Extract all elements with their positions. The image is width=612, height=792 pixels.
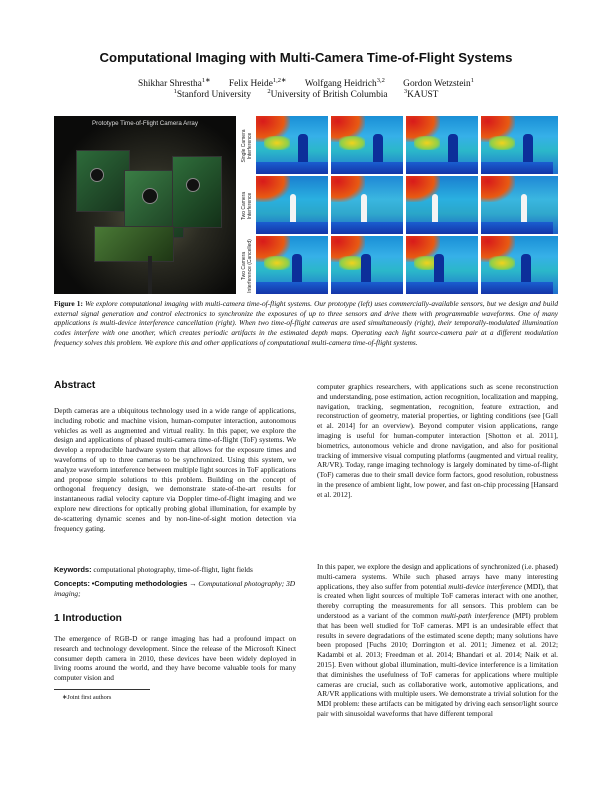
camera-board [172,156,222,228]
footnote: ∗Joint first authors [62,694,112,701]
result-row [240,116,558,174]
depth-map [256,116,328,174]
introduction-text: The emergence of RGB-D or range imaging has had a profound impact on research and technology development. Since the release of the Microsoft Kinect consumer depth camera in 2010, these devices have been widely deployed in living rooms around the world, and they have become valuable tools for many computer vision and [54,634,296,683]
introduction-heading: 1 Introduction [54,613,122,624]
camera-board [76,150,130,212]
depth-map [406,116,478,174]
right-column-paragraph-2: In this paper, we explore the design and applications of synchronized (i.e. phased) multi-camera systems. While such phased arrays have many interesting applications, they also suffer from potential multi-device interference (MDI), that is created when light sources of multiple ToF cameras interact with one another, thereby corrupting the measurements for all sensors. This problem can be understood as a variant of the common multi-path interference (MPI) problem that has been well studied for ToF cameras. MPI is an undesirable effect that results in severe degradations of the estimated scene depth; many solutions have been proposed [Fuchs 2010; Dorrington et al. 2011; Jimenez et al. 2012; Kadambi et al. 2013; Freedman et al. 2014; Bhandari et al. 2014; Naik et al. 2015]. Even without global illumination, multi-device interference is a limitation that diminishes the usefulness of ToF cameras for applications where multiple cameras are crucial, such as collaborative work, automotive applications, and AR/VR applications with multiple users. We demonstrate a trivial solution for the MDI problem: these artifacts can be mitigated by driving each sensor/light source pair with sinusoidal waveforms that have different temporal [317,562,558,718]
result-row [240,236,558,294]
tripod [148,256,152,294]
depth-map [331,236,403,294]
footnote-rule [54,689,150,690]
paper-title: Computational Imaging with Multi-Camera Time-of-Flight Systems [99,50,513,65]
depth-map [256,176,328,234]
depth-map [256,236,328,294]
affiliation-list [0,88,612,100]
concepts: Concepts: •Computing methodologies → Computational photography; 3D imaging; [54,579,296,598]
affiliation: $^3$KAUST [403,88,439,101]
camera-board [94,226,174,262]
abstract-text: Depth cameras are a ubiquitous technology used in a wide range of applications, including robotic and machine vision, human-computer interaction, autonomous vehicles as well as augmented and virtual reality. In this paper, we explore the design and applications of phased multi-camera time-of-flight (ToF) systems. We develop a reproducible hardware system that allows for the exposure times and waveforms of up to three cameras to be synchronized. Using this system, we analyze waveform interference between multiple light sources in ToF applications and propose simple solutions to this problem. Building on the concept of orthogonal frequency design, we demonstrate state-of-the-art results for instantaneous radial velocity capture via Doppler time-of-flight imaging and we explore new directions for optically probing global illumination, for example by de-scattering dynamic scenes and by non-line-of-sight motion detection via frequency gating. [54,406,296,533]
affiliation: $^1$Stanford University [173,88,252,101]
depth-map [331,176,403,234]
abstract-heading: Abstract [54,380,96,391]
depth-map [481,116,558,174]
lens [142,188,158,204]
row-label: Two Camera Interference [240,176,254,234]
prototype-photo [54,116,236,294]
depth-map [406,236,478,294]
depth-map [481,176,558,234]
depth-map [331,116,403,174]
depth-map [406,176,478,234]
row-label: Single Camera Interference [240,116,254,174]
affiliation: $^2$University of British Columbia [267,88,388,101]
author: Wolfgang Heidrich$^{3,2}$ [304,77,385,90]
author: Felix Heide$^{1,2∗}$ [228,77,287,90]
author: Shikhar Shrestha$^{1∗}$ [138,77,211,90]
depth-map [481,236,558,294]
result-row [240,176,558,234]
figure-caption-text: We explore computational imaging with multi-camera time-of-flight systems. Our prototype (left) uses commercially-available sensors, but we design and build external signal generation and control electronics to synchronize the exposures of up to three sensors and drive them with programmable waveforms. One of many applications is multi-device interference cancellation (right). When two time-of-flight cameras are used simultaneously (right), their temporally-modulated illumination codes interfere with one another, which creates periodic artifacts in the estimated depth maps. Operating each light source-camera pair at a different modulation frequency solves this problem. We explore this and other applications of computational multi-camera time-of-flight systems. [54,299,559,347]
lens [186,178,200,192]
author: Gordon Wetzstein$^1$ [403,77,474,90]
lens [90,168,104,182]
teaser-figure [54,116,558,294]
figure-caption [54,299,558,348]
right-column-paragraph-1: computer graphics researchers, with applications such as scene reconstruction and understanding, pose estimation, action recognition, localization and mapping, navigation, tracking, segmentation, recognition, feature extraction, and reconstruction of geometry, material properties, or lighting conditions (see [Gall et al. 2014] for an overview). Beyond computer vision applications, range imaging is useful for human-computer interaction [Shotton et al. 2011], biometrics, autonomous vehicle and drone navigation, and also for positional tracking of immersive visual computing platforms (augmented and virtual reality, AR/VR). Today, range imaging technology is largely dominated by time-of-flight (ToF) cameras due to their small device form factors, good resolution, robustness in the presence of ambient light, low power, and fast on-chip processing [Hansard et al. 2012]. [317,382,558,499]
row-label: Two Camera Interference (Cancelled) [240,236,254,294]
photo-caption: Prototype Time-of-Flight Camera Array [92,120,198,127]
keywords: Keywords: computational photography, time-of-flight, light fields [54,565,253,574]
figure-label: Figure 1: [54,299,83,308]
